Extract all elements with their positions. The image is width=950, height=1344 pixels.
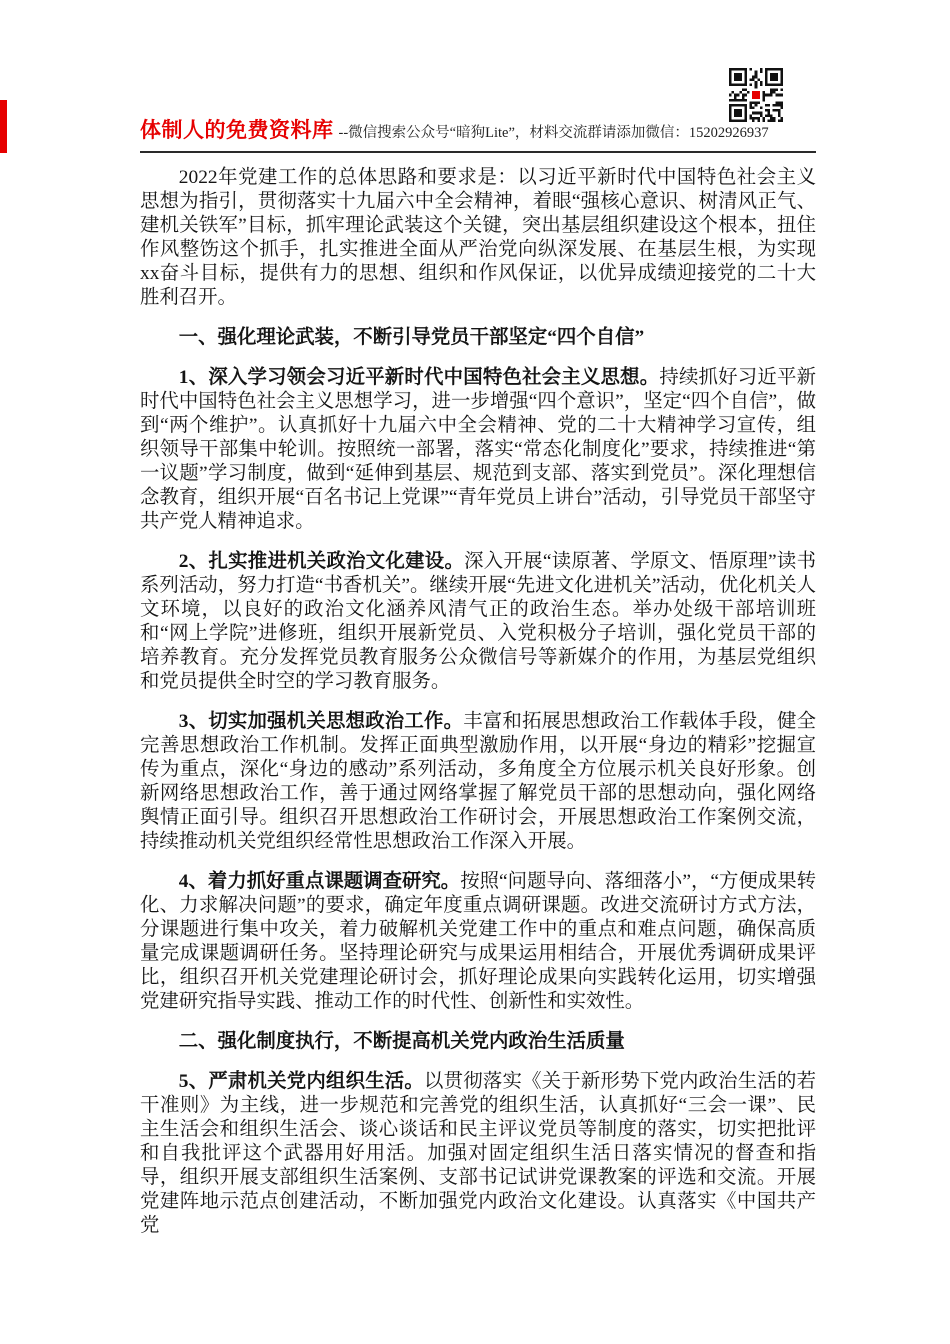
text-run-bold: 3、切实加强机关思想政治工作。 [178, 711, 464, 732]
text-run-bold: 1、深入学习领会习近平新时代中国特色社会主义思想。 [178, 367, 660, 388]
body-paragraph [140, 550, 816, 694]
text-run: 按照“问题导向、落细落小”，“方便成果转化、力求解决问题”的要求，确定年度重点调研课题。改进交流研讨方式方法，分课题进行集中攻关，着力破解机关党建工作中的重点和难点问题，确保高质量完成课题调研任务。坚持理论研究与成果运用相结合，开展优秀调研成果评比，组织召开机关党建理论研讨会，抓好理论成果向实践转化运用，切实增强党建研究指导实践、推动工作的时代性、创新性和实效性。 [140, 871, 816, 1012]
section-heading [140, 1030, 816, 1054]
body-paragraph [140, 166, 816, 310]
body-paragraph [140, 1070, 816, 1238]
brand-title: 体制人的免费资料库 [140, 118, 334, 142]
body-paragraph [140, 366, 816, 534]
text-run-bold: 5、严肃机关党内组织生活。 [178, 1071, 425, 1092]
text-run-bold: 4、着力抓好重点课题调查研究。 [178, 871, 461, 892]
page-header [140, 114, 816, 153]
section-heading [140, 326, 816, 350]
document-body [140, 150, 816, 1254]
header-subtitle: --微信搜索公众号“暗狗Lite”，材料交流群请添加微信：15202926937 [338, 125, 769, 141]
text-run-bold: 2、扎实推进机关政治文化建设。 [178, 551, 465, 572]
text-run-bold: 二、强化制度执行，不断提高机关党内政治生活质量 [178, 1031, 625, 1052]
text-run-bold: 一、强化理论武装，不断引导党员干部坚定“四个自信” [178, 327, 645, 348]
text-run: 丰富和拓展思想政治工作载体手段，健全完善思想政治工作机制。发挥正面典型激励作用，以开展“身边的精彩”挖掘宣传为重点，深化“身边的感动”系列活动，多角度全方位展示机关良好形象。创新网络思想政治工作，善于通过网络掌握了解党员干部的思想动向，强化网络舆情正面引导。组织召开思想政治工作研讨会，开展思想政治工作案例交流，持续推动机关党组织经常性思想政治工作深入开展。 [140, 711, 816, 852]
body-paragraph [140, 870, 816, 1014]
text-run: 2022年党建工作的总体思路和要求是：以习近平新时代中国特色社会主义思想为指引，贯彻落实十九届六中全会精神，着眼“强核心意识、树清风正气、建机关铁军”目标，抓牢理论武装这个关键，突出基层组织建设这个根本，扭住作风整饬这个抓手，扎实推进全面从严治党向纵深发展、在基层生根，为实现xx奋斗目标，提供有力的思想、组织和作风保证，以优异成绩迎接党的二十大胜利召开。 [140, 167, 816, 308]
text-run: 深入开展“读原著、学原文、悟原理”读书系列活动，努力打造“书香机关”。继续开展“先进文化进机关”活动，优化机关人文环境，以良好的政治文化涵养风清气正的政治生态。举办处级干部培训班和“网上学院”进修班，组织开展新党员、入党积极分子培训，强化党员干部的培养教育。充分发挥党员教育服务公众微信号等新媒介的作用，为基层党组织和党员提供全时空的学习教育服务。 [140, 551, 816, 692]
body-paragraph [140, 710, 816, 854]
text-run: 持续抓好习近平新时代中国特色社会主义思想学习，进一步增强“四个意识”，坚定“四个自信”，做到“两个维护”。认真抓好十九届六中全会精神、党的二十大精神学习宣传，组织领导干部集中轮训。按照统一部署，落实“常态化制度化”要求，持续推进“第一议题”学习制度，做到“延伸到基层、规范到支部、落实到党员”。深化理想信念教育，组织开展“百名书记上党课”“青年党员上讲台”活动，引导党员干部坚守共产党人精神追求。 [140, 367, 816, 532]
left-red-strip [0, 100, 7, 153]
text-run: 以贯彻落实《关于新形势下党内政治生活的若干准则》为主线，进一步规范和完善党的组织生活，认真抓好“三会一课”、民主生活会和组织生活会、谈心谈话和民主评议党员等制度的落实，切实把批评和自我批评这个武器用好用活。加强对固定组织生活日落实情况的督查和指导，组织开展支部组织生活案例、支部书记试讲党课教案的评选和交流。开展党建阵地示范点创建活动，不断加强党内政治文化建设。认真落实《中国共产党 [140, 1071, 816, 1236]
